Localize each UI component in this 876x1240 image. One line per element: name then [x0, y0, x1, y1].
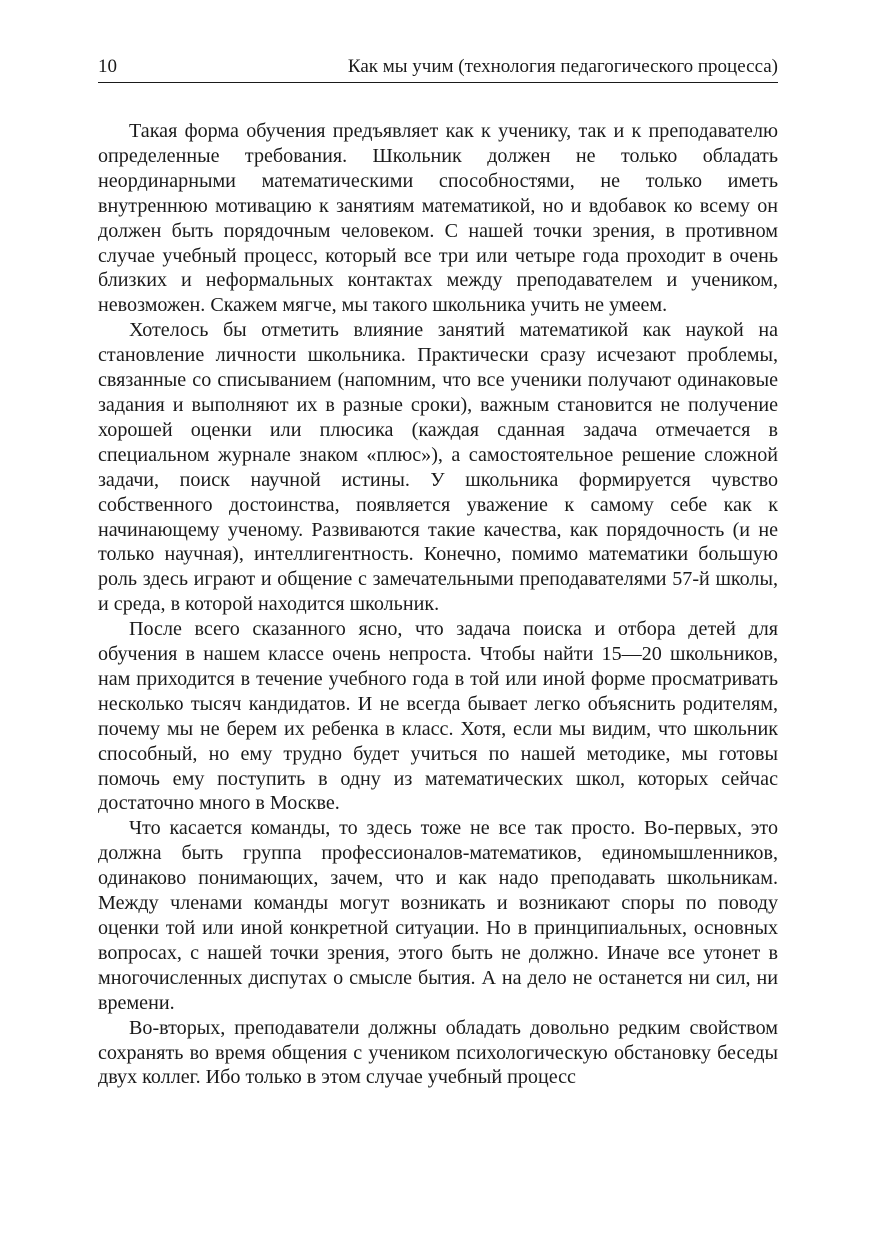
- paragraph: Во-вторых, преподаватели должны обладать довольно редким свойством сохранять во время общения с учеником психологическую обстановку беседы двух коллег. Ибо только в этом случае учебный процесс: [98, 1016, 778, 1089]
- paragraph: После всего сказанного ясно, что задача поиска и отбора детей для обучения в нашем классе очень непроста. Чтобы найти 15—20 школьников, нам приходится в течение учебного года в той или иной форме просматривать несколько тысяч кандидатов. И не всегда бывает легко объяснить родителям, почему мы не берем их ребенка в класс. Хотя, если мы видим, что школьник способный, но ему трудно будет учиться по нашей методике, мы готовы помочь ему поступить в одну из математических школ, которых сейчас достаточно много в Москве.: [98, 618, 778, 815]
- page-number: 10: [98, 56, 117, 77]
- running-header: [98, 54, 778, 83]
- paragraph: Что касается команды, то здесь тоже не все так просто. Во-первых, это должна быть группа профессионалов-математиков, единомышленников, одинаково понимающих, зачем, что и как надо преподавать школьникам. Между членами команды могут возникать и возникают споры по поводу оценки той или иной конкретной ситуации. Но в принципиальных, основных вопросах, с нашей точки зрения, этого быть не должно. Иначе все утонет в многочисленных диспутах о смысле бытия. А на дело не останется ни сил, ни времени.: [98, 817, 778, 1014]
- book-page: [98, 54, 778, 1090]
- running-title: Как мы учим (технология педагогического процесса): [347, 56, 778, 77]
- paragraph: Такая форма обучения предъявляет как к ученику, так и к преподавателю определенные требования. Школьник должен не только обладать неординарными математическими способностями, не только иметь внутреннюю мотивацию к занятиям математикой, но и вдобавок ко всему он должен быть порядочным человеком. С нашей точки зрения, в противном случае учебный процесс, который все три или четыре года проходит в очень близких и неформальных контактах между преподавателем и учеником, невозможен. Скажем мягче, мы такого школьника учить не умеем.: [98, 120, 778, 317]
- paragraph: Хотелось бы отметить влияние занятий математикой как наукой на становление личности школьника. Практически сразу исчезают проблемы, связанные со списыванием (напомним, что все ученики получают одинаковые задания и выполняют их в разные сроки), важным становится не получение хорошей оценки или плюсика (каждая сданная задача отмечается в специальном журнале знаком «плюс»), а самостоятельное решение сложной задачи, поиск научной истины. У школьника формируется чувство собственного достоинства, появляется уважение к самому себе как к начинающему ученому. Развиваются такие качества, как порядочность (и не только научная), интеллигентность. Конечно, помимо математики большую роль здесь играют и общение с замечательными преподавателями 57-й школы, и среда, в которой находится школьник.: [98, 319, 778, 616]
- body-text: [98, 119, 778, 1090]
